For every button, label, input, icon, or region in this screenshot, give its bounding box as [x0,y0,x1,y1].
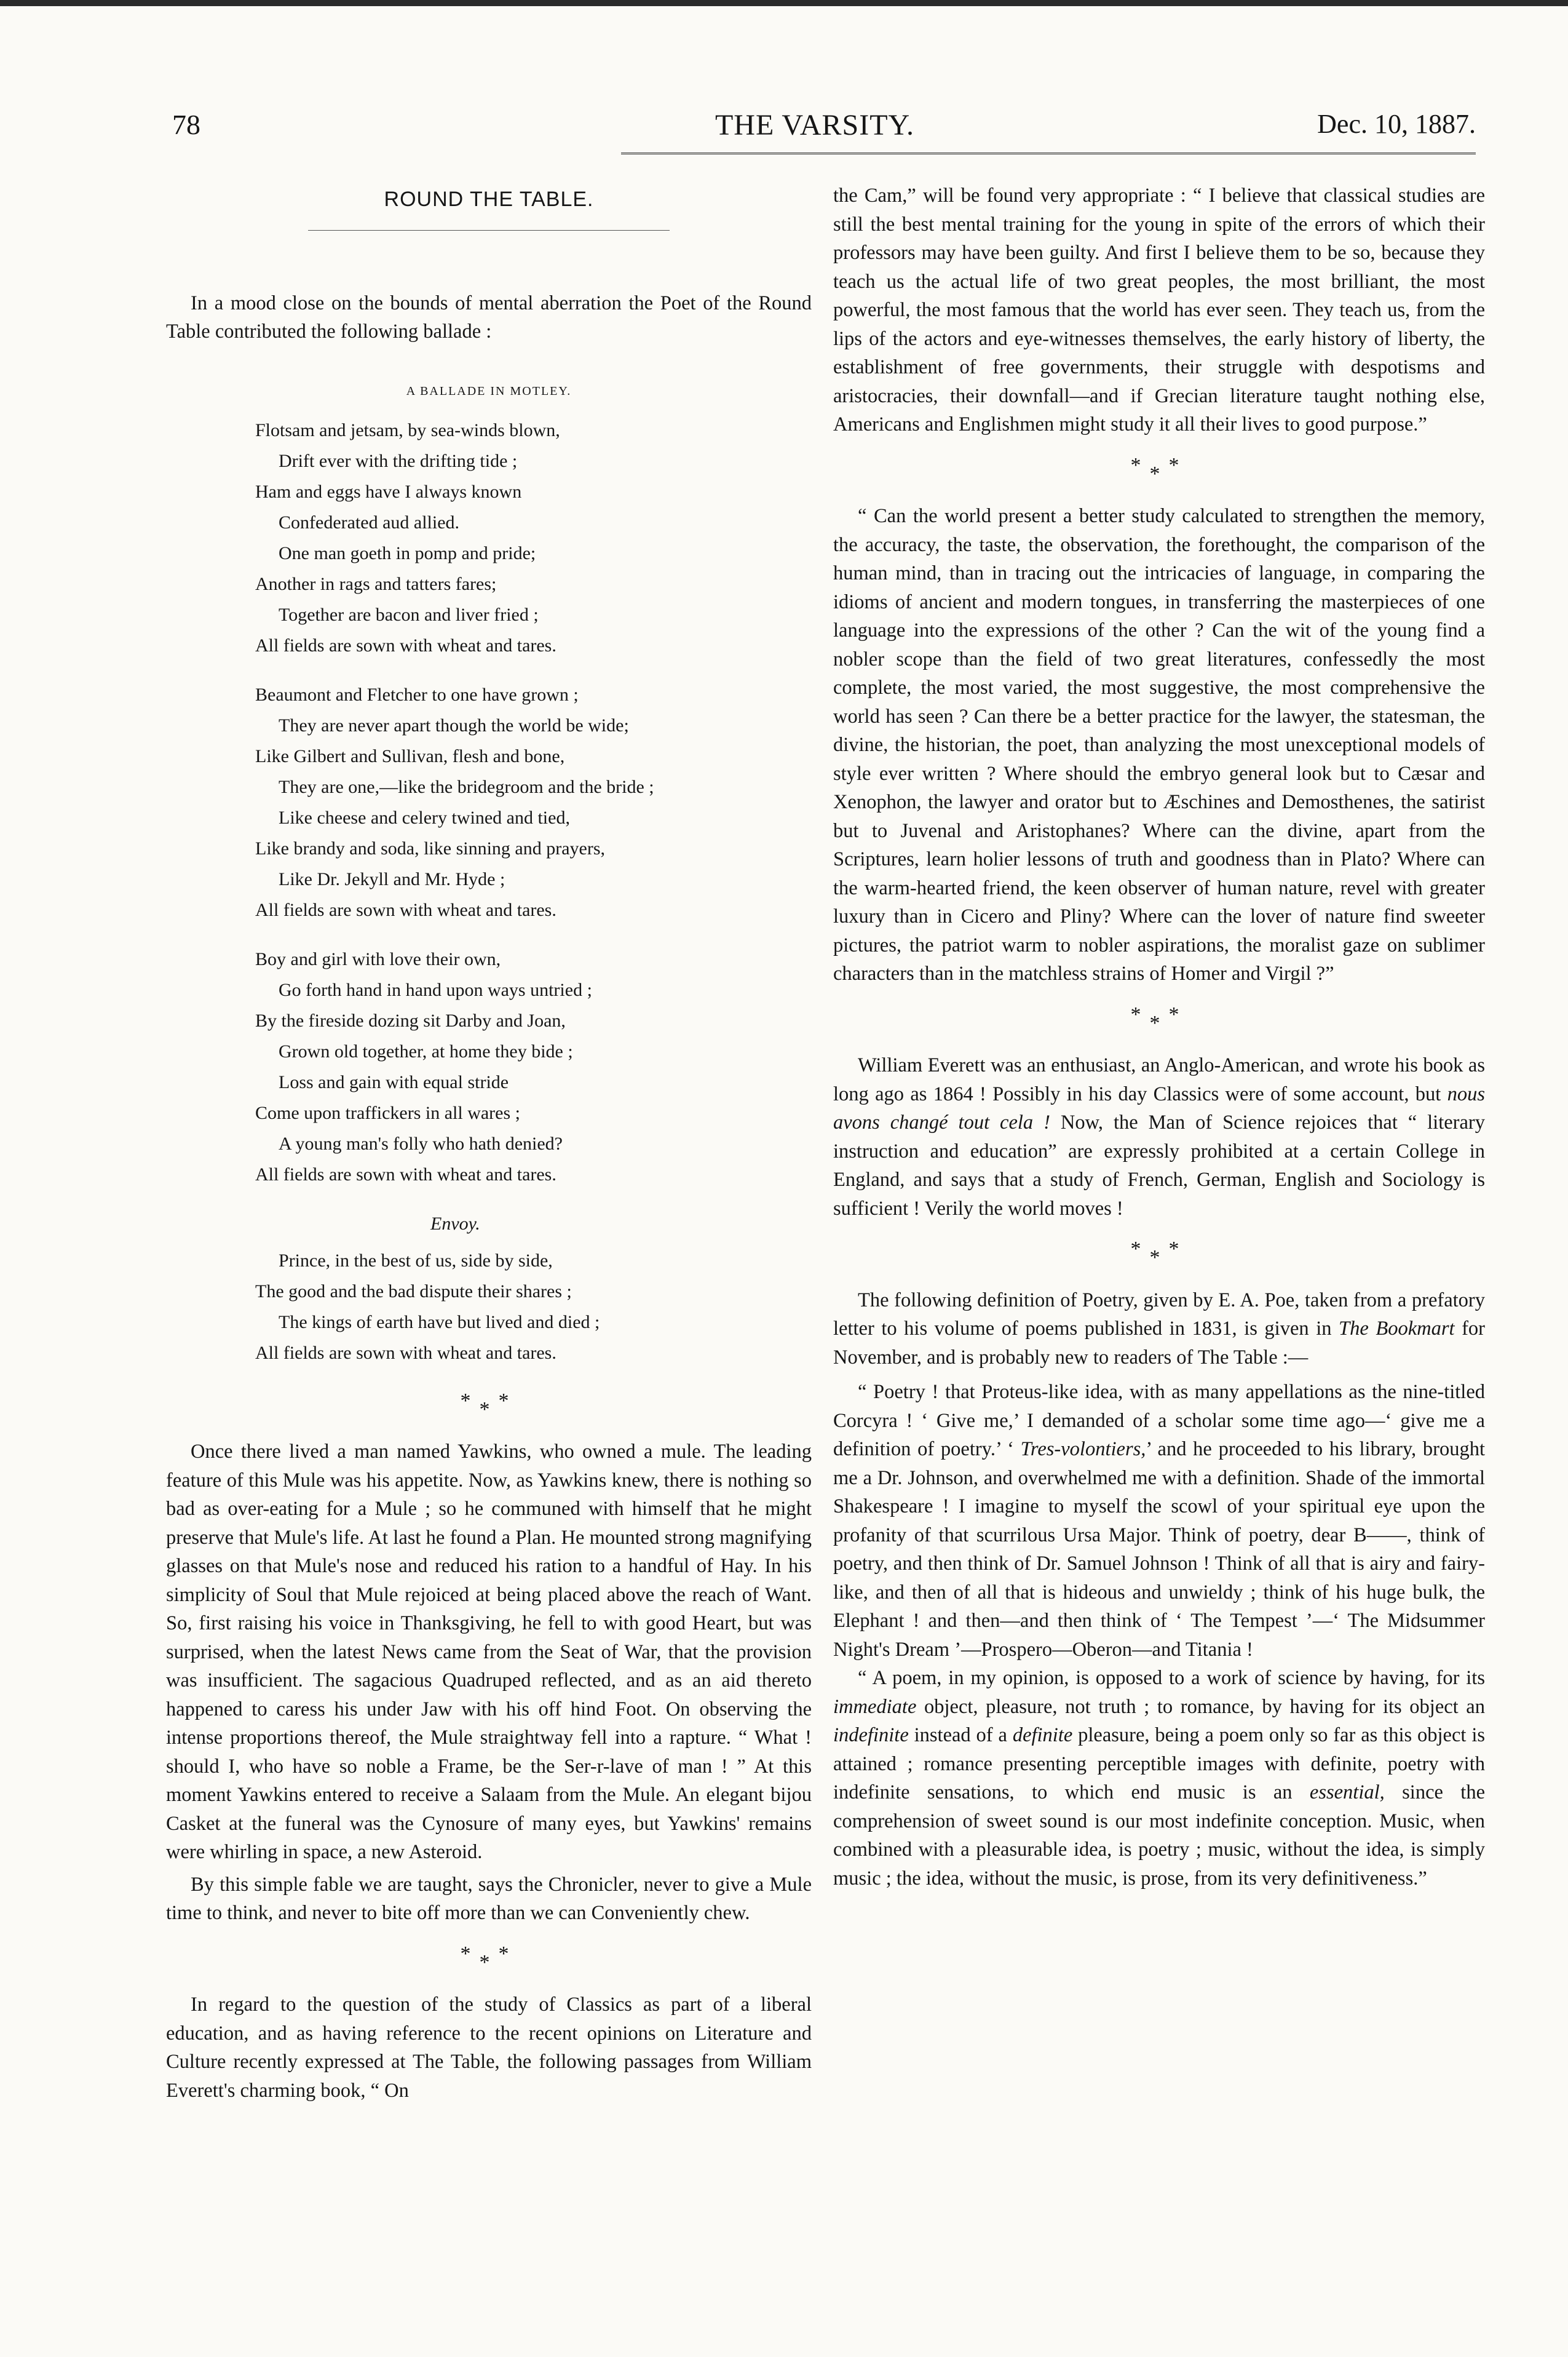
verse-line: Flotsam and jetsam, by sea-winds blown, [255,419,560,440]
poetry-paragraph: “ Poetry ! that Proteus-like idea, with as many appellations as the nine-titled Corcyra ! ‘ Give me,’ I demanded of a scholar some time ago—‘ give me a definition of poetry.’ ‘ Tres-volontiers,’ and he proceeded to his library, brought me a Dr. Johnson, and overwhelmed me with a definition. Shade of the immortal Shakespeare ! I imagine to myself the scowl of your spiritual eye upon the profanity of that scurrilous Ursa Major. Think of poetry, dear B——, think of poetry, and then think of Dr. Samuel Johnson ! Think of all that is airy and fairy-like, and then of all that is hideous and unwieldy ; think of his huge bulk, the Elephant ! and then—and then think of ‘ The Tempest ’—‘ The Midsummer Night's Dream ’—Prospero—Oberon—and Titania ! [833,1381,1485,1661]
verse-line: All fields are sown with wheat and tares. [255,899,556,920]
right-column [833,181,1485,1893]
continuation-paragraph: the Cam,” will be found very appropriate : “ I believe that classical studies are still the best mental training for the young in spite of the errors of which their professors may have been guilty. And first I believe them to be so, because they teach us the actual life of two great peoples, the most brilliant, the most powerful, the most famous that the world has ever seen. They teach us, from the lips of the actors and eye-witnesses themselves, the early history of liberty, the establishment of free governments, their struggle with despotisms and aristocracies, their downfall—and if Grecian literature taught nothing else, Americans and Englishmen might study it all their lives to good purpose.” [833,185,1485,435]
verse-line: Drift ever with the drifting tide ; [279,450,518,471]
verse-line: Confederated aud allied. [279,512,460,533]
section-separator: *** [1130,1238,1188,1269]
header-rule [621,153,1476,154]
poe-intro-paragraph: The following definition of Poetry, given by E. A. Poe, taken from a prefatory letter to his volume of poems published in 1831, is given in The Bookmart for November, and is probably new to readers of The Table :— [833,1289,1485,1369]
verse-line: Like Gilbert and Sullivan, flesh and bone, [255,745,565,766]
section-separator: *** [1130,453,1188,485]
section-separator: *** [460,1942,518,1974]
verse-line: Go forth hand in hand upon ways untried ; [279,979,592,1000]
envoy [255,1246,812,1369]
verse-line: Like brandy and soda, like sinning and prayers, [255,838,606,859]
ballade [255,376,812,1369]
verse-line: Like Dr. Jekyll and Mr. Hyde ; [279,868,505,889]
verse-line: Grown old together, at home they bide ; [279,1041,573,1062]
page-header [154,108,1476,151]
section-heading: ROUND THE TABLE. [384,188,594,211]
verse-line: They are one,—like the bridegroom and the bride ; [279,776,654,797]
verse-line: Together are bacon and liver fried ; [279,604,539,625]
verse-line: Boy and girl with love their own, [255,948,501,969]
verse-line: By the fireside dozing sit Darby and Joan, [255,1010,566,1031]
verse-line: Beaumont and Fletcher to one have grown ; [255,684,579,705]
verse-line: All fields are sown with wheat and tares. [255,635,556,656]
verse-line: Like cheese and celery twined and tied, [279,807,570,828]
verse-line: All fields are sown with wheat and tares. [255,1342,556,1363]
verse-line: Loss and gain with equal stride [279,1071,509,1092]
verse-line: Come upon traffickers in all wares ; [255,1102,520,1123]
stanza-2 [255,680,812,926]
section-separator: *** [460,1389,518,1421]
fable-moral: By this simple fable we are taught, says the Chronicler, never to give a Mule time to think, and never to bite off more than we can Conveniently chew. [166,1873,812,1924]
fable-paragraph: Once there lived a man named Yawkins, who owned a mule. The leading feature of this Mule was his appetite. Now, as Yawkins knew, there is nothing so bad as over-eating for a Mule ; so he communed with himself that he might preserve that Mule's life. At last he found a Plan. He mounted strong magnifying glasses on that Mule's nose and reduced his ration to a handful of Hay. In his simplicity of Soul that Mule rejoiced at being placed above the reach of Want. So, first raising his voice in Thanksgiving, he fell to with good Heart, but was surprised, when the latest News came from the Seat of War, that the provision was insufficient. The sagacious Quadruped reflected, and as an aid thereto happened to caress his under Jaw with his off hind Foot. On observing the intense proportions thereof, the Mule straightway fell into a rapture. “ What ! should I, who have so noble a Frame, be the Ser-r-lave of man ! ” At this moment Yawkins entered to receive a Salaam from the Mule. An elegant bijou Casket at the funeral was the Cynosure of many eyes, but Yawkins' remains were whirling in space, a new Asteroid. [166,1441,812,1863]
stanza-3 [255,944,812,1190]
verse-line: A young man's folly who hath denied? [279,1133,563,1154]
everett-comment-paragraph: William Everett was an enthusiast, an Anglo-American, and wrote his book as long ago as 1864 ! Possibly in his day Classics were of some account, but nous avons changé tout cela ! Now, the Man of Science rejoices that “ literary instruction and education” are expressly prohibited at a certain College in England, and says that a study of French, German, English and Sociology is sufficient ! Verily the world moves ! [833,1054,1485,1220]
masthead-title: THE VARSITY. [715,109,915,141]
left-column [166,181,812,2109]
verse-line: Ham and eggs have I always known [255,481,522,502]
verse-line: Prince, in the best of us, side by side, [279,1250,553,1271]
section-separator: *** [1130,1003,1188,1035]
everett-quote-paragraph: “ Can the world present a better study calculated to strengthen the memory, the accuracy, the taste, the observation, the forethought, the comparison of the human mind, than in tracing out the intricacies of language, in comparing the idioms of ancient and modern tongues, in transferring the masterpieces of one language into the expressions of the other ? Can the wit of the young find a nobler scope than the field of two great literatures, confessedly the most complete, the most varied, the most suggestive, the most comprehensive the world has seen ? Can there be a better practice for the lawyer, the statesman, the divine, the historian, the poet, than analyzing the most unexceptional models of style ever written ? Where should the embryo general look but to Cæsar and Xenophon, the lawyer and orator but to Æschines and Demosthenes, the satirist but to Juvenal and Aristophanes? Where can the divine, apart from the Scriptures, learn holier lessons of truth and goodness than in Plato? Where can the warm-hearted friend, the keen observer of human nature, revel with greater luxury than in Cicero and Pliny? Where can the lover of nature find sweeter pictures, the patriot warm to nobler aspirations, the moralist gaze on sublimer characters than in the matchless strains of Homer and Virgil ?” [833,505,1485,985]
intro-paragraph: In a mood close on the bounds of mental aberration the Poet of the Round Table contributed the following ballade : [166,292,812,343]
issue-date: Dec. 10, 1887. [1317,109,1476,139]
verse-line: The kings of earth have but lived and died ; [279,1311,600,1332]
verse-line: They are never apart though the world be wide; [279,715,629,736]
envoy-title: Envoy. [430,1213,480,1234]
top-border-rule [0,0,1568,6]
classics-paragraph-start [166,1990,812,2105]
classics-paragraph: In regard to the question of the study of Classics as part of a liberal education, and as having reference to the recent opinions on Literature and Culture recently expressed at The Table, the following passages from William Everett's charming book, “ On [166,1993,812,2102]
verse-line: All fields are sown with wheat and tares. [255,1164,556,1185]
verse-line: The good and the bad dispute their shares ; [255,1281,572,1302]
mule-fable [166,1437,812,1928]
page-number: 78 [172,109,200,140]
stanza-1 [255,415,812,661]
ballade-title: A BALLADE IN MOTLEY. [406,384,572,398]
poe-quotation [833,1378,1485,1893]
verse-line: Another in rags and tatters fares; [255,573,497,594]
verse-line: One man goeth in pomp and pride; [279,543,536,563]
poem-definition-paragraph: “ A poem, in my opinion, is opposed to a work of science by having, for its immediate object, pleasure, not truth ; to romance, by having for its object an indefinite instead of a definite pleasure, being a poem only so far as this object is attained ; romance presenting perceptible images with definite, poetry with indefinite sensations, to which end music is an essential, since the comprehension of sweet sound is our most indefinite conception. Music, when combined with a pleasurable idea, is poetry ; music, without the idea, is simply music ; the idea, without the music, is prose, from its very definitiveness.” [833,1667,1486,1890]
heading-rule [308,230,670,231]
